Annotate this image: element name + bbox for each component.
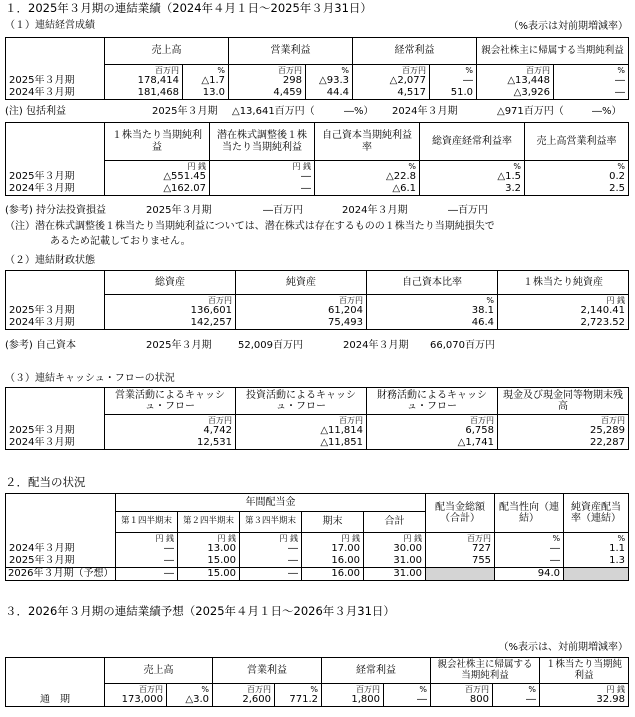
unit: 百万円 — [229, 65, 306, 76]
cashflow-table — [5, 387, 629, 450]
table-row: 2024年３月期 ― 13.00 ― 17.00 30.00 727 ― 1.1 — [6, 543, 629, 555]
unit: % — [306, 65, 353, 76]
col-header: 第２四半期末 — [178, 512, 240, 533]
section3-title: ３．2026年３月期の連結業績予想（2025年４月１日～2026年３月31日） — [5, 604, 395, 618]
col-header: 純資産 — [236, 271, 367, 295]
financial-position-table — [5, 270, 629, 330]
col-header: 第３四半期末 — [240, 512, 302, 533]
unit: 百万円 — [498, 415, 629, 426]
col-header: 財務活動によるキャッシュ・フロー — [367, 388, 498, 415]
unit: 円 銭 — [498, 295, 629, 306]
col-header: 売上高 — [105, 38, 229, 65]
unit: % — [367, 295, 498, 306]
table-row: 2025年３月期 △551.45 ― △22.8 △1.5 0.2 — [6, 171, 629, 183]
col-header: 総資産経常利益率 — [420, 123, 525, 161]
cashflow-title: （３）連結キャッシュ・フローの状況 — [5, 373, 175, 384]
table-row: 2024年３月期 △162.07 ― △6.1 3.2 2.5 — [6, 183, 629, 196]
col-header: 総資産 — [105, 271, 236, 295]
col-header: 営業利益 — [229, 38, 353, 65]
unit: 円 銭 — [105, 161, 210, 172]
col-header: 営業活動によるキャッシュ・フロー — [105, 388, 236, 415]
unit: 百万円 — [105, 65, 183, 76]
operating-results-table — [5, 37, 629, 100]
col-header: 投資活動によるキャッシュ・フロー — [236, 388, 367, 415]
col-header: 潜在株式調整後１株当たり当期純利益 — [210, 123, 315, 161]
col-header: １株当たり当期純利益 — [105, 123, 210, 161]
col-header: 親会社株主に帰属する当期純利益 — [431, 658, 540, 684]
dilution-note-cont: あるため記載しておりません。 — [50, 236, 191, 247]
col-header: １株当たり当期純利益 — [540, 658, 629, 684]
table-row: 2024年３月期 181,468 13.0 4,459 44.4 4,517 51.0 △3,926 ― — [6, 87, 629, 100]
unit: 百万円 — [367, 415, 498, 426]
annual-dividend-header: 年間配当金 — [116, 494, 426, 512]
operating-results-title: （１）連結経営成績 — [5, 20, 95, 31]
unit: 百万円 — [105, 295, 236, 306]
col-header: 自己資本当期純利益率 — [315, 123, 420, 161]
table-row: 2025年３月期 178,414 △1.7 298 △93.3 △2,077 ― △13,448 ― — [6, 75, 629, 87]
unit: % — [420, 161, 525, 172]
table-row: 2024年３月期 12,531 △11,851 △1,741 22,287 — [6, 437, 629, 450]
col-header: 売上高 — [105, 658, 213, 684]
table-row: 2025年３月期 ― 15.00 ― 16.00 31.00 755 ― 1.3 — [6, 555, 629, 568]
col-header: 経常利益 — [353, 38, 477, 65]
col-header: 配当金総額（合計） — [426, 494, 495, 533]
col-header: 親会社株主に帰属する当期純利益 — [477, 38, 629, 65]
per-share-table — [5, 122, 629, 196]
dilution-note: （注）潜在株式調整後１株当たり当期純利益については、潜在株式は存在するものの１株当たり当期純損失で — [5, 221, 495, 232]
forecast-note: （%表示は、対前期増減率） — [498, 642, 628, 653]
unit: 百万円 — [477, 65, 554, 76]
unit: % — [183, 65, 229, 76]
unit: % — [554, 65, 629, 76]
unit: 百万円 — [236, 415, 367, 426]
col-header: 売上高営業利益率 — [525, 123, 629, 161]
col-header: 自己資本比率 — [367, 271, 498, 295]
unit: % — [430, 65, 477, 76]
table-row: 2024年３月期 142,257 75,493 46.4 2,723.52 — [6, 317, 629, 330]
table-row: 2026年３月期（予想） ― 15.00 ― 16.00 31.00 94.0 — [6, 568, 629, 581]
unit: % — [315, 161, 420, 172]
col-header: 合計 — [364, 512, 426, 533]
financial-position-title: （２）連結財政状態 — [5, 255, 95, 266]
table-row: 通 期 173,000 △3.0 2,600 771.2 1,800 ― 800 ― 32.98 — [6, 694, 629, 707]
unit: % — [525, 161, 629, 172]
col-header: 配当性向（連結） — [495, 494, 564, 533]
col-header: 現金及び現金同等物期末残高 — [498, 388, 629, 415]
dividends-table: 年間配当金 配当金総額（合計） 配当性向（連結） 純資産配当率（連結） 第１四半期末 第２四半期末 第３四半期末 期末 合計 円 銭 円 銭 円 銭 円 銭 円 銭 百万円 % % 2024年３月期 ― 13.00 ― 17.00 30.00 727 ― 1.1 2025年３月期 ― 15.00 ― 16.00 31.00 755 ― 1.3 2026年３月期（予想） ― 15.00 ― 16.00 31.00 94.0 — [5, 493, 629, 581]
col-header: 営業利益 — [213, 658, 322, 684]
unit: 百万円 — [105, 415, 236, 426]
table-row: 2025年３月期 4,742 △11,814 6,758 25,289 — [6, 425, 629, 437]
section1-title: １．2025年３月期の連結業績（2024年４月１日～2025年３月31日） — [5, 1, 372, 15]
col-header: 経常利益 — [322, 658, 431, 684]
col-header: 純資産配当率（連結） — [564, 494, 629, 533]
unit: 百万円 — [353, 65, 430, 76]
table-row: 2025年３月期 136,601 61,204 38.1 2,140.41 — [6, 305, 629, 317]
forecast-table: 売上高 営業利益 経常利益 親会社株主に帰属する当期純利益 １株当たり当期純利益 百万円 % 百万円 % 百万円 % 百万円 % 円 銭 通 期 173,000 △3.0 2,600 771.2 1,800 ― 800 ― 32.98 — [5, 657, 629, 707]
col-header: １株当たり純資産 — [498, 271, 629, 295]
unit: 円 銭 — [210, 161, 315, 172]
operating-results-note: （%表示は対前期増減率） — [508, 21, 628, 32]
unit: 百万円 — [236, 295, 367, 306]
col-header: 第１四半期末 — [116, 512, 178, 533]
col-header: 期末 — [302, 512, 364, 533]
section2-title: ２．配当の状況 — [5, 475, 86, 489]
